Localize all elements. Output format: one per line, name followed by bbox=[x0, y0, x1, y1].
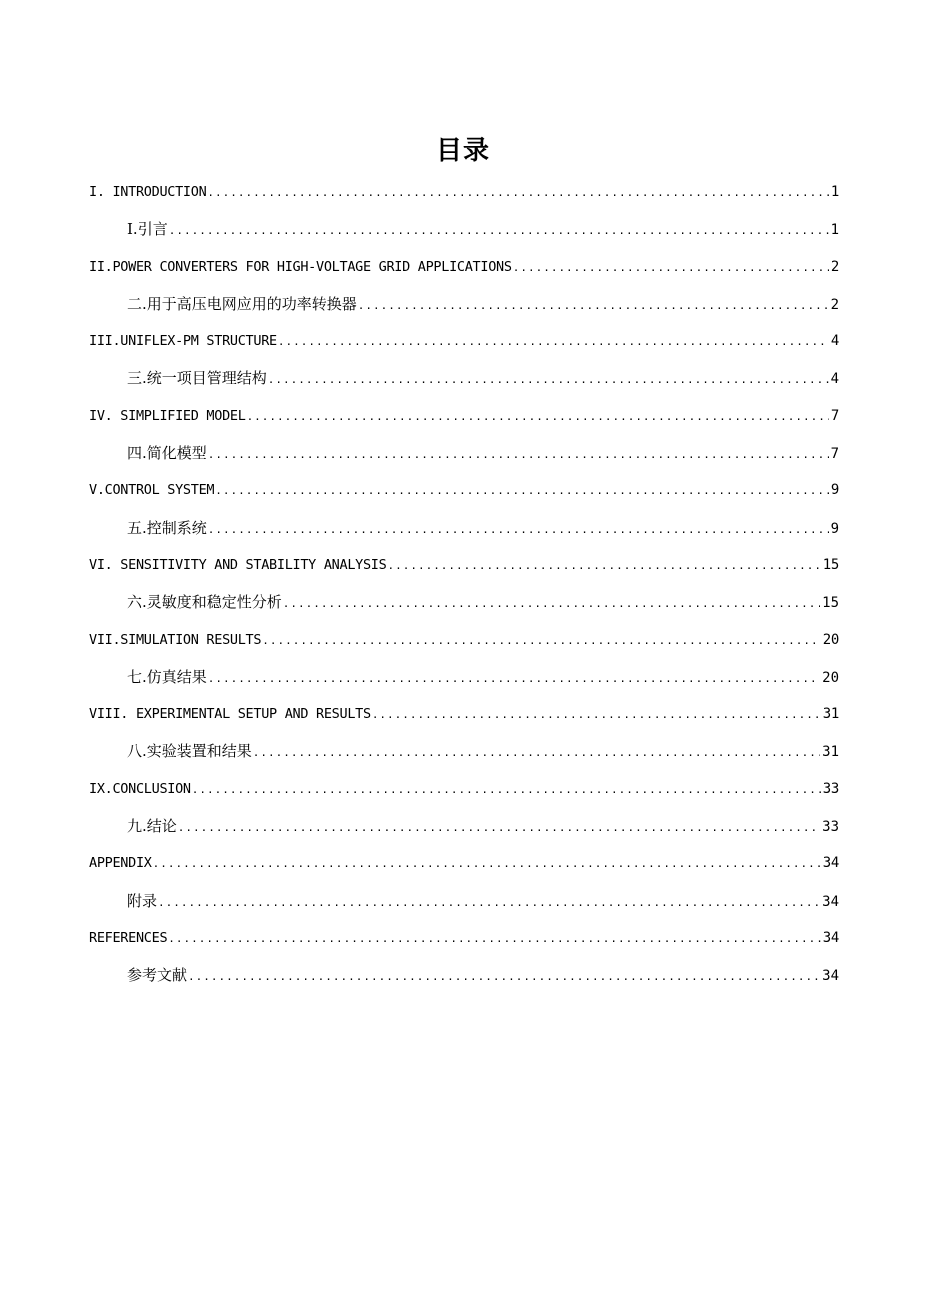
toc-entry[interactable] bbox=[89, 957, 839, 994]
toc-entry[interactable] bbox=[89, 398, 839, 435]
dot-leader bbox=[208, 436, 829, 473]
toc-page-number: 1 bbox=[830, 222, 839, 239]
dot-leader bbox=[253, 734, 820, 771]
toc-entry[interactable] bbox=[89, 472, 839, 509]
toc-entry[interactable] bbox=[89, 696, 839, 733]
toc-page-number: 2 bbox=[830, 296, 839, 313]
toc-page-number: 9 bbox=[830, 520, 839, 537]
toc-page-number: 1 bbox=[830, 184, 839, 200]
toc-entry-label: VI. SENSITIVITY AND STABILITY ANALYSIS bbox=[89, 556, 387, 573]
toc-page-number: 2 bbox=[830, 258, 839, 275]
toc-page-number: 15 bbox=[822, 556, 839, 573]
dot-leader bbox=[278, 323, 829, 360]
toc-entry[interactable] bbox=[89, 622, 839, 659]
toc-entry[interactable] bbox=[89, 845, 839, 882]
toc-page-number: 34 bbox=[822, 968, 839, 985]
dot-leader bbox=[192, 771, 821, 808]
toc-page-number: 20 bbox=[822, 631, 839, 648]
toc-page-number: 34 bbox=[822, 893, 839, 910]
toc-entry-label: 八.实验装置和结果 bbox=[127, 742, 252, 761]
toc-entry[interactable] bbox=[89, 584, 839, 621]
toc-entry-label: Ⅰ.引言 bbox=[127, 220, 168, 239]
dot-leader bbox=[208, 511, 829, 548]
dot-leader bbox=[178, 809, 820, 846]
dot-leader bbox=[268, 361, 829, 398]
toc-page-number: 7 bbox=[830, 446, 839, 463]
toc-entry-label: 七.仿真结果 bbox=[127, 667, 207, 686]
toc-page-number: 7 bbox=[830, 407, 839, 424]
toc-entry-label: APPENDIX bbox=[89, 855, 152, 872]
toc-entry[interactable] bbox=[89, 883, 839, 920]
toc-page-number: 20 bbox=[822, 669, 839, 686]
dot-leader bbox=[387, 547, 820, 584]
dot-leader bbox=[358, 287, 829, 324]
toc-entry[interactable] bbox=[89, 659, 839, 696]
toc-entry-label: VII.SIMULATION RESULTS bbox=[89, 631, 262, 648]
dot-leader bbox=[153, 845, 821, 882]
toc-entry[interactable] bbox=[89, 733, 839, 770]
toc-entry[interactable] bbox=[89, 323, 839, 360]
dot-leader bbox=[188, 958, 820, 995]
toc-entry[interactable] bbox=[89, 249, 839, 286]
toc-entry-label: IX.CONCLUSION bbox=[89, 780, 191, 797]
toc-entry[interactable] bbox=[89, 360, 839, 397]
toc-entry-label: V.CONTROL SYSTEM bbox=[89, 482, 215, 499]
toc-entry-label: IV. SIMPLIFIED MODEL bbox=[89, 407, 246, 424]
toc-page-number: 31 bbox=[822, 744, 839, 761]
dot-leader bbox=[168, 920, 820, 957]
toc-entry-label: REFERENCES bbox=[89, 929, 168, 946]
dot-leader bbox=[372, 696, 821, 733]
toc-entry-label: I. INTRODUCTION bbox=[89, 184, 207, 200]
toc-entry[interactable] bbox=[89, 286, 839, 323]
toc-entry-label: 九.结论 bbox=[127, 817, 177, 836]
dot-leader bbox=[283, 585, 820, 622]
toc-page-number: 34 bbox=[822, 855, 839, 872]
toc-entry[interactable] bbox=[89, 808, 839, 845]
toc-entry-label: VIII. EXPERIMENTAL SETUP AND RESULTS bbox=[89, 706, 371, 723]
toc-entry[interactable] bbox=[89, 435, 839, 472]
toc-entry-label: 二.用于高压电网应用的功率转换器 bbox=[127, 294, 357, 313]
toc-entry-label: 六.灵敏度和稳定性分析 bbox=[127, 593, 282, 612]
toc-entry-label: II.POWER CONVERTERS FOR HIGH-VOLTAGE GRID APPLICATIONS bbox=[89, 258, 512, 275]
toc-entry[interactable] bbox=[89, 547, 839, 584]
dot-leader bbox=[158, 884, 820, 921]
toc-entry-label: 四.简化模型 bbox=[127, 444, 207, 463]
dot-leader bbox=[247, 398, 829, 435]
toc-page-number: 15 bbox=[822, 595, 839, 612]
toc-entry[interactable] bbox=[89, 920, 839, 957]
toc-entry[interactable] bbox=[89, 174, 839, 211]
toc-page-number: 4 bbox=[830, 371, 839, 388]
toc-page-number: 31 bbox=[822, 706, 839, 723]
toc-entry-label: 五.控制系统 bbox=[127, 518, 207, 537]
page-title: 目录 bbox=[435, 136, 490, 166]
toc-entry-label: 附录 bbox=[127, 891, 158, 910]
toc-entry[interactable] bbox=[89, 510, 839, 547]
toc-page-number: 9 bbox=[830, 482, 839, 499]
toc-entry[interactable] bbox=[89, 771, 839, 808]
toc-entry[interactable] bbox=[89, 211, 839, 248]
table-of-contents bbox=[89, 174, 839, 995]
dot-leader bbox=[215, 472, 829, 509]
toc-page-number: 33 bbox=[822, 819, 839, 836]
toc-entry-label: III.UNIFLEX-PM STRUCTURE bbox=[89, 333, 277, 350]
toc-page-number: 33 bbox=[822, 780, 839, 797]
toc-entry-label: 三.统一项目管理结构 bbox=[127, 369, 267, 388]
toc-entry-label: 参考文献 bbox=[127, 966, 188, 985]
toc-page-number: 4 bbox=[830, 333, 839, 350]
dot-leader bbox=[208, 660, 820, 697]
dot-leader bbox=[207, 174, 828, 211]
dot-leader bbox=[513, 249, 829, 286]
dot-leader bbox=[169, 212, 829, 249]
dot-leader bbox=[262, 622, 821, 659]
toc-page-number: 34 bbox=[822, 929, 839, 946]
